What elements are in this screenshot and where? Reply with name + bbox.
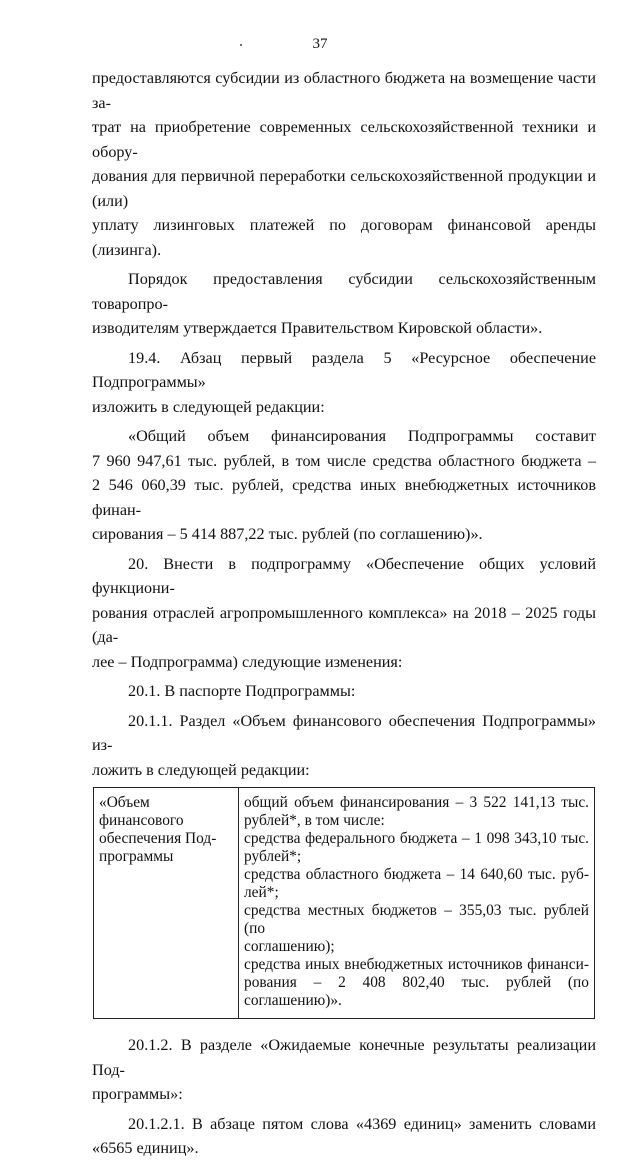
paragraph-line: 20.1.2.1. В абзаце пятом слова «4369 единиц» заменить словами (128, 1114, 596, 1133)
paragraph-line: 20.1.1. Раздел «Объем финансового обеспечения Подпрограммы» из- (92, 711, 596, 754)
paragraph-line: изложить в следующей редакции: (92, 397, 325, 416)
table-label-line: «Объем финансового (99, 794, 184, 829)
paragraph-line: Порядок предоставления субсидии сельскохозяйственным товаропро- (92, 270, 596, 313)
table-cell-label (94, 788, 239, 1019)
scan-speck (240, 44, 242, 46)
table-value-line: средства иных внебюджетных источников финанси- (244, 956, 589, 973)
table-label-line: программы (99, 848, 174, 865)
table-row (94, 788, 595, 1019)
paragraph-line: уплату лизинговых платежей по договорам финансовой аренды (лизинга). (92, 216, 596, 259)
paragraph-line: трат на приобретение современных сельскохозяйственной техники и обору- (92, 118, 596, 161)
paragraph-line: «6565 единиц». (92, 1139, 199, 1157)
financing-table (93, 787, 595, 1019)
paragraphs-top (92, 66, 596, 782)
paragraph-line: 7 960 947,61 тыс. рублей, в том числе средства областного бюджета – (92, 451, 596, 470)
table-cell-value (239, 788, 595, 1019)
paragraphs-bottom (92, 1033, 596, 1161)
table-label-line: обеспечения Под- (99, 830, 217, 847)
paragraph-line: сирования – 5 414 887,22 тыс. рублей (по соглашению)». (92, 525, 483, 543)
table-value-line: рублей*, в том числе: (244, 812, 385, 829)
paragraph-line: дования для первичной переработки сельскохозяйственной продукции и (или) (92, 167, 596, 210)
paragraph-line: изводителям утверждается Правительством Кировской области». (92, 319, 543, 337)
table-value-line: средства местных бюджетов – 355,03 тыс. рублей (по (244, 902, 589, 937)
document-body (92, 66, 596, 1166)
paragraph-line: рования отраслей агропромышленного комплекса» на 2018 – 2025 годы (да- (92, 603, 596, 646)
table-value-line: общий объем финансирования – 3 522 141,13 тыс. (244, 794, 589, 811)
paragraph-line: 2 546 060,39 тыс. рублей, средства иных внебюджетных источников финан- (92, 476, 596, 519)
paragraph-line: предоставляются субсидии из областного бюджета на возмещение части за- (92, 69, 596, 112)
table-value-line: средства областного бюджета – 14 640,60 тыс. руб- (244, 866, 589, 883)
table-value-line: средства федерального бюджета – 1 098 343,10 тыс. (244, 830, 589, 847)
table-value-line: соглашению); (244, 938, 335, 955)
paragraph-line: лее – Подпрограмма) следующие изменения: (92, 652, 403, 671)
paragraph-line: программы»: (92, 1085, 183, 1103)
page-number: 37 (312, 36, 328, 52)
paragraph-line: «Общий объем финансирования Подпрограммы составит (128, 427, 596, 445)
table-value-line: рублей*; (244, 848, 302, 865)
paragraph-line: ложить в следующей редакции: (92, 760, 310, 779)
table-value-line: лей*; (244, 884, 279, 901)
paragraph-line: 19.4. Абзац первый раздела 5 «Ресурсное обеспечение Подпрограммы» (92, 348, 596, 391)
paragraph-line: 20.1. В паспорте Подпрограммы: (128, 682, 356, 700)
paragraph-line: 20.1.2. В разделе «Ожидаемые конечные результаты реализации Под- (92, 1036, 596, 1079)
paragraph-line: 20. Внести в подпрограмму «Обеспечение общих условий функциони- (92, 554, 596, 597)
table-value-line: рования – 2 408 802,40 тыс. рублей (по соглашению)». (244, 974, 589, 1009)
